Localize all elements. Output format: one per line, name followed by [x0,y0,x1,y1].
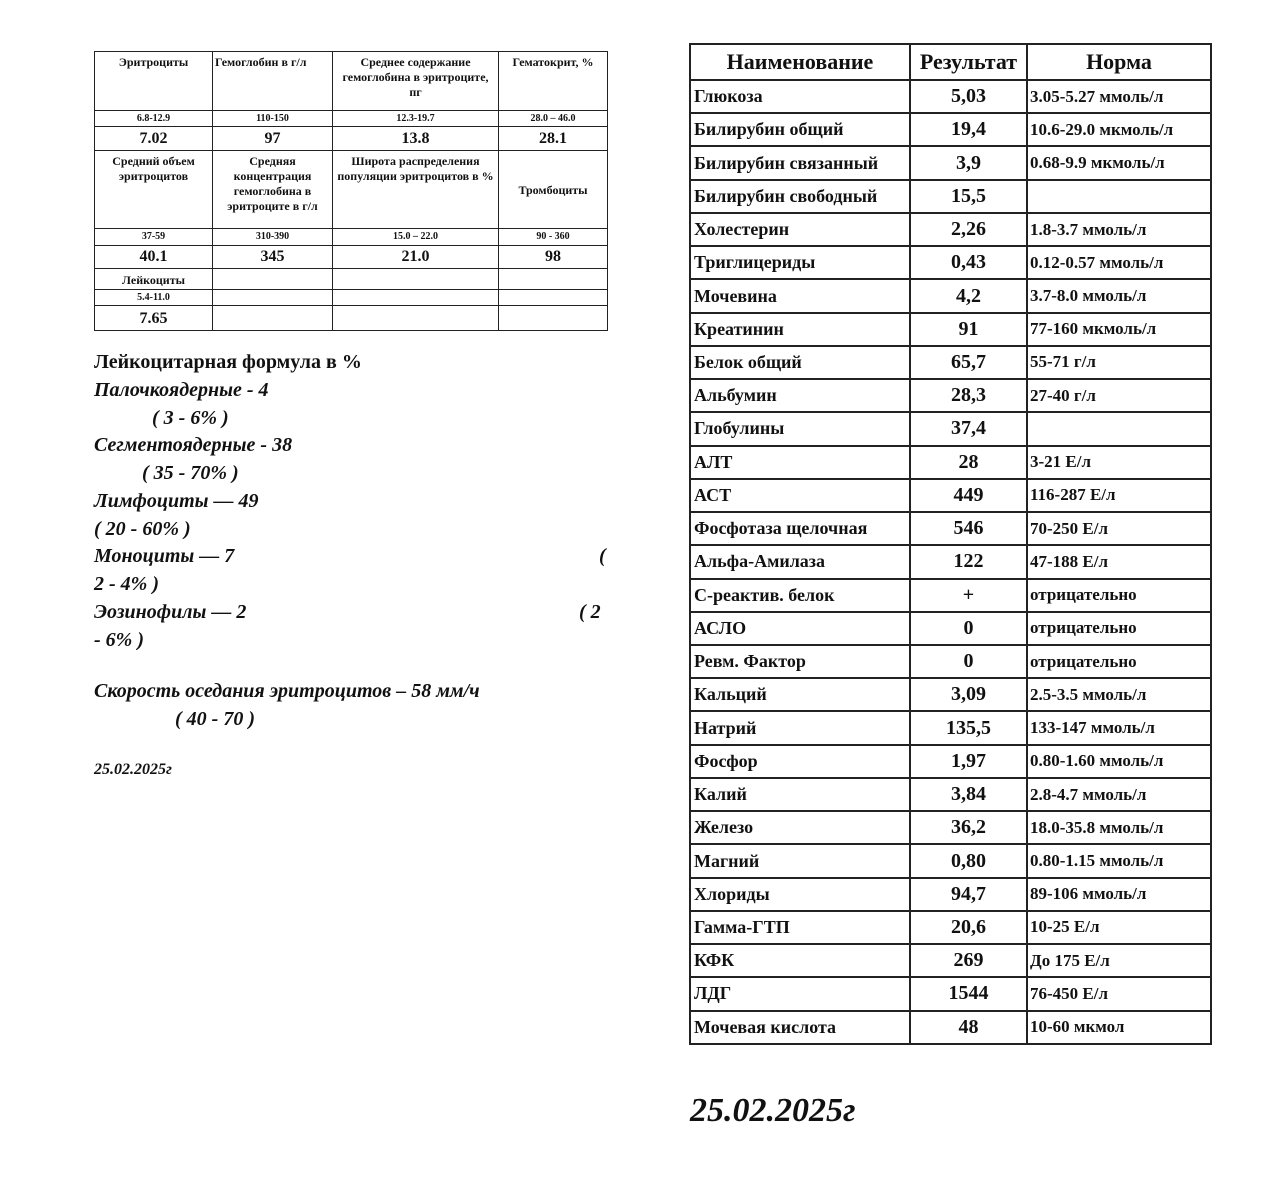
table-row [690,213,1211,246]
analyte-norm: отрицательно [1027,612,1211,645]
cbc-range-hemoglobin: 110-150 [213,110,333,126]
cbc-value-hemoglobin: 97 [213,127,333,151]
table-row [690,479,1211,512]
cbc-header-wbc: Лейкоциты [95,269,213,290]
analyte-name: Глобулины [690,412,910,445]
analyte-name: Кальций [690,678,910,711]
monocytes-norm: 2 - 4% ) [94,573,159,595]
analyte-name: Глюкоза [690,80,910,113]
analyte-result: 3,09 [910,678,1027,711]
analyte-norm: 47-188 Е/л [1027,545,1211,578]
analyte-result: 0,80 [910,844,1027,877]
analyte-name: Триглицериды [690,246,910,279]
analyte-result: 36,2 [910,811,1027,844]
analyte-result: 28 [910,446,1027,479]
analyte-norm: 0.12-0.57 ммоль/л [1027,246,1211,279]
eosinophils: Эозинофилы — 2 [94,601,247,623]
table-row [690,811,1211,844]
header-name: Наименование [690,44,910,80]
table-row [690,612,1211,645]
biochemistry-table [689,43,1212,1045]
cbc-header-rdw: Широта распределения популяции эритроцитов в % [333,150,499,228]
analyte-name: Мочевая кислота [690,1011,910,1044]
cbc-value-platelets: 98 [499,245,608,269]
table-row [690,645,1211,678]
eosinophils-norm-open: ( 2 [579,601,601,623]
analyte-norm: 70-250 Е/л [1027,512,1211,545]
cbc-range-mchc: 310-390 [213,229,333,245]
analyte-name: Натрий [690,711,910,744]
table-row [690,977,1211,1010]
table-row [690,1011,1211,1044]
analyte-result: 449 [910,479,1027,512]
analyte-norm: До 175 Е/л [1027,944,1211,977]
analyte-result: 0 [910,645,1027,678]
analyte-result: 1,97 [910,745,1027,778]
cbc-empty-cell [499,306,608,331]
analyte-norm: 2.8-4.7 ммоль/л [1027,778,1211,811]
analyte-name: Креатинин [690,313,910,346]
cbc-range-mcv: 37-59 [95,229,213,245]
table-row [690,180,1211,213]
table-row [690,379,1211,412]
table-row [690,711,1211,744]
table-row [690,412,1211,445]
analyte-result: 19,4 [910,113,1027,146]
analyte-norm [1027,180,1211,213]
band-neutrophils-norm: ( 3 - 6% ) [152,407,229,429]
analyte-name: Альфа-Амилаза [690,545,910,578]
lymphocytes: Лимфоциты — 49 [94,490,259,512]
analyte-result: 4,2 [910,279,1027,312]
table-row [690,313,1211,346]
analyte-norm: 3.05-5.27 ммоль/л [1027,80,1211,113]
analyte-result: + [910,579,1027,612]
analyte-name: Ревм. Фактор [690,645,910,678]
table-row [690,678,1211,711]
leukocyte-formula-title: Лейкоцитарная формула в % [94,351,362,373]
cbc-header-mch: Среднее содержание гемоглобина в эритроците, пг [333,52,499,111]
analyte-result: 3,84 [910,778,1027,811]
cbc-empty-cell [499,269,608,290]
cbc-table [94,51,608,331]
analyte-result: 5,03 [910,80,1027,113]
analyte-name: ЛДГ [690,977,910,1010]
cbc-header-platelets: Тромбоциты [499,150,608,228]
cbc-range-rbc: 6.8-12.9 [95,110,213,126]
analyte-norm [1027,412,1211,445]
analyte-norm: отрицательно [1027,645,1211,678]
cbc-header-hematocrit: Гематокрит, % [499,52,608,111]
cbc-empty-cell [213,306,333,331]
cbc-value-rbc: 7.02 [95,127,213,151]
analyte-result: 48 [910,1011,1027,1044]
analyte-name: Фосфор [690,745,910,778]
analyte-norm: 18.0-35.8 ммоль/л [1027,811,1211,844]
cbc-value-mcv: 40.1 [95,245,213,269]
analyte-name: С-реактив. белок [690,579,910,612]
analyte-name: Белок общий [690,346,910,379]
analyte-name: Хлориды [690,878,910,911]
analyte-norm: 10-25 Е/л [1027,911,1211,944]
analyte-result: 94,7 [910,878,1027,911]
cbc-value-wbc: 7.65 [95,306,213,331]
table-row [690,446,1211,479]
table-row [690,911,1211,944]
table-row [690,346,1211,379]
segmented-neutrophils-norm: ( 35 - 70% ) [142,462,239,484]
analyte-name: Билирубин свободный [690,180,910,213]
analyte-result: 28,3 [910,379,1027,412]
monocytes-norm-open: ( [599,545,606,567]
analyte-norm: 76-450 Е/л [1027,977,1211,1010]
header-norm: Норма [1027,44,1211,80]
cbc-value-mch: 13.8 [333,127,499,151]
table-row [690,579,1211,612]
table-row [690,246,1211,279]
analyte-result: 37,4 [910,412,1027,445]
analyte-result: 2,26 [910,213,1027,246]
cbc-value-mchc: 345 [213,245,333,269]
band-neutrophils: Палочкоядерные - 4 [94,379,269,401]
analyte-name: АСТ [690,479,910,512]
analyte-name: Альбумин [690,379,910,412]
table-row [690,512,1211,545]
cbc-header-mchc: Средняя концентрация гемоглобина в эритроците в г/л [213,150,333,228]
analyte-norm: 10-60 мкмол [1027,1011,1211,1044]
cbc-empty-cell [213,269,333,290]
analyte-norm: 0.68-9.9 мкмоль/л [1027,146,1211,179]
analyte-result: 122 [910,545,1027,578]
analyte-norm: 0.80-1.60 ммоль/л [1027,745,1211,778]
analyte-name: Билирубин связанный [690,146,910,179]
cbc-value-rdw: 21.0 [333,245,499,269]
analyte-name: Магний [690,844,910,877]
analyte-result: 15,5 [910,180,1027,213]
biochemistry-rows [690,80,1211,1044]
report-date-small: 25.02.2025г [94,761,172,778]
analyte-norm: 0.80-1.15 ммоль/л [1027,844,1211,877]
segmented-neutrophils: Сегментоядерные - 38 [94,434,293,456]
analyte-name: Холестерин [690,213,910,246]
table-row [690,878,1211,911]
cbc-range-wbc: 5.4-11.0 [95,289,213,305]
analyte-name: Гамма-ГТП [690,911,910,944]
table-row [690,944,1211,977]
analyte-norm: 77-160 мкмоль/л [1027,313,1211,346]
table-row [690,279,1211,312]
eosinophils-norm: - 6% ) [94,629,144,651]
cbc-header-rbc: Эритроциты [95,52,213,111]
analyte-name: Калий [690,778,910,811]
analyte-result: 0 [910,612,1027,645]
analyte-norm: 3.7-8.0 ммоль/л [1027,279,1211,312]
table-row [690,745,1211,778]
table-row [690,545,1211,578]
analyte-norm: 133-147 ммоль/л [1027,711,1211,744]
cbc-value-hematocrit: 28.1 [499,127,608,151]
table-row [690,113,1211,146]
table-row [690,146,1211,179]
table-row [690,80,1211,113]
analyte-norm: 55-71 г/л [1027,346,1211,379]
analyte-norm: 89-106 ммоль/л [1027,878,1211,911]
analyte-result: 3,9 [910,146,1027,179]
analyte-name: Билирубин общий [690,113,910,146]
report-date-large: 25.02.2025г [690,1092,856,1129]
analyte-norm: 2.5-3.5 ммоль/л [1027,678,1211,711]
analyte-result: 0,43 [910,246,1027,279]
analyte-norm: 10.6-29.0 мкмоль/л [1027,113,1211,146]
analyte-norm: 27-40 г/л [1027,379,1211,412]
cbc-empty-cell [499,289,608,305]
lymphocytes-norm: ( 20 - 60% ) [94,518,191,540]
cbc-range-hematocrit: 28.0 – 46.0 [499,110,608,126]
analyte-norm: 1.8-3.7 ммоль/л [1027,213,1211,246]
analyte-norm: 116-287 Е/л [1027,479,1211,512]
cbc-empty-cell [213,289,333,305]
header-result: Результат [910,44,1027,80]
monocytes: Моноциты — 7 [94,545,235,567]
analyte-result: 91 [910,313,1027,346]
esr-norm: ( 40 - 70 ) [175,708,255,730]
cbc-empty-cell [333,306,499,331]
cbc-header-hemoglobin: Гемоглобин в г/л [213,52,333,111]
analyte-result: 1544 [910,977,1027,1010]
analyte-result: 65,7 [910,346,1027,379]
table-row [690,778,1211,811]
esr: Скорость оседания эритроцитов – 58 мм/ч [94,680,480,702]
analyte-norm: отрицательно [1027,579,1211,612]
analyte-name: Фосфотаза щелочная [690,512,910,545]
analyte-result: 20,6 [910,911,1027,944]
table-row [690,844,1211,877]
analyte-name: КФК [690,944,910,977]
cbc-empty-cell [333,289,499,305]
cbc-empty-cell [333,269,499,290]
analyte-name: Железо [690,811,910,844]
cbc-range-mch: 12.3-19.7 [333,110,499,126]
analyte-result: 546 [910,512,1027,545]
cbc-range-platelets: 90 - 360 [499,229,608,245]
cbc-range-rdw: 15.0 – 22.0 [333,229,499,245]
analyte-result: 135,5 [910,711,1027,744]
analyte-name: АЛТ [690,446,910,479]
analyte-name: Мочевина [690,279,910,312]
cbc-header-mcv: Средний объем эритроцитов [95,150,213,228]
analyte-result: 269 [910,944,1027,977]
analyte-norm: 3-21 Е/л [1027,446,1211,479]
analyte-name: АСЛО [690,612,910,645]
